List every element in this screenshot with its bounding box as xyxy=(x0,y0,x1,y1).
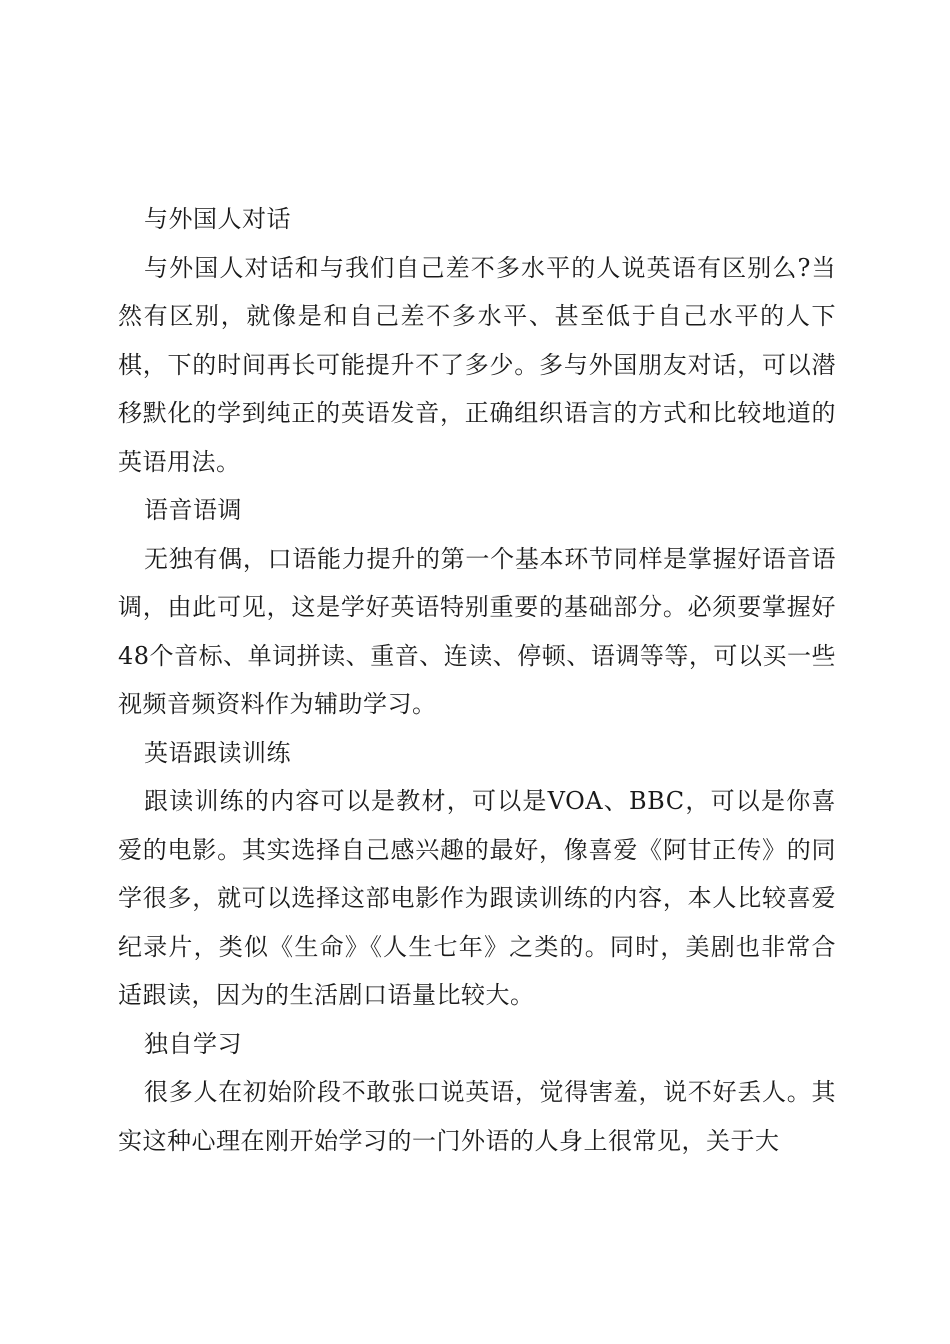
document-body xyxy=(118,195,836,1165)
section-paragraph-dialogue: 与外国人对话和与我们自己差不多水平的人说英语有区别么?当然有区别，就像是和自己差不多水平、甚至低于自己水平的人下棋，下的时间再长可能提升不了多少。多与外国朋友对话，可以潜移默化的学到纯正的英语发音，正确组织语言的方式和比较地道的英语用法。 xyxy=(118,253,836,476)
section-heading-self-study: 独自学习 xyxy=(144,1029,242,1058)
section-paragraph-pronunciation: 无独有偶，口语能力提升的第一个基本环节同样是掌握好语音语调，由此可见，这是学好英语特别重要的基础部分。必须要掌握好48个音标、单词拼读、重音、连读、停顿、语调等等，可以买一些视频音频资料作为辅助学习。 xyxy=(118,544,836,718)
section-paragraph-shadowing: 跟读训练的内容可以是教材，可以是VOA、BBC，可以是你喜爱的电影。其实选择自己感兴趣的最好，像喜爱《阿甘正传》的同学很多，就可以选择这部电影作为跟读训练的内容，本人比较喜爱纪录片，类似《生命》《人生七年》之类的。同时，美剧也非常合适跟读，因为的生活剧口语量比较大。 xyxy=(118,787,836,1009)
section-heading-dialogue: 与外国人对话 xyxy=(144,205,291,233)
section-heading-pronunciation: 语音语调 xyxy=(144,496,242,524)
section-paragraph-self-study: 很多人在初始阶段不敢张口说英语，觉得害羞，说不好丢人。其实这种心理在刚开始学习的一门外语的人身上很常见，关于大 xyxy=(118,1078,836,1155)
section-heading-shadowing: 英语跟读训练 xyxy=(144,738,291,767)
